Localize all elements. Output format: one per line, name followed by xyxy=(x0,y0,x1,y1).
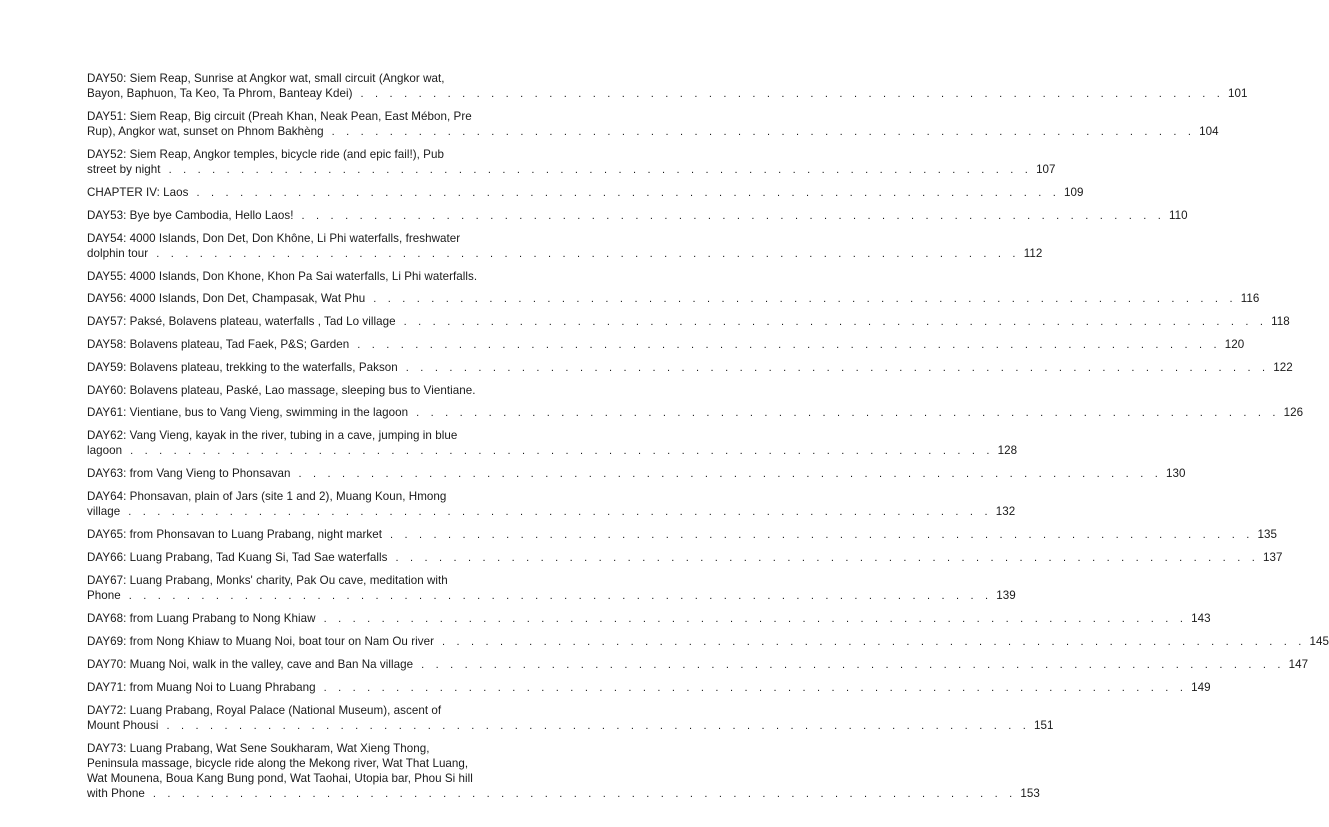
toc-entry-title: lagoon xyxy=(87,444,123,457)
toc-entry-line: DAY51: Siem Reap, Big circuit (Preah Khan, Neak Pean, East Mébon, Pre xyxy=(87,110,472,123)
toc-entry-title: DAY68: from Luang Prabang to Nong Khiaw xyxy=(87,612,316,625)
toc-entry-last-line xyxy=(87,657,1309,673)
toc-entry[interactable] xyxy=(87,208,1188,224)
dot-leader: . . . . . . . . . . . . . . . . . . . . . . . . . . . . . . . . . . . . . . . . . . . . . . . . . . . . . . . . . . . . xyxy=(156,248,1020,260)
toc-page-number: 126 xyxy=(1283,406,1304,419)
dot-leader: . . . . . . . . . . . . . . . . . . . . . . . . . . . . . . . . . . . . . . . . . . . . . . . . . . . . . . . . . . . . xyxy=(323,682,1188,694)
toc-page-number: 104 xyxy=(1199,125,1219,138)
toc-entry[interactable] xyxy=(87,680,1211,696)
toc-entry-line: DAY72: Luang Prabang, Royal Palace (National Museum), ascent of xyxy=(87,704,442,717)
toc-entry-line: DAY67: Luang Prabang, Monks' charity, Pak Ou cave, meditation with xyxy=(87,574,448,587)
toc-entry-title: village xyxy=(87,505,121,518)
toc-page-number: 130 xyxy=(1165,467,1186,480)
toc-entry-last-line xyxy=(87,360,1293,376)
toc-entry[interactable] xyxy=(87,634,1329,650)
toc-entry-title: dolphin tour xyxy=(87,247,149,260)
dot-leader: . . . . . . . . . . . . . . . . . . . . . . . . . . . . . . . . . . . . . . . . . . . . . . . . . . . . . . . . . . . . xyxy=(331,126,1196,138)
toc-page-number: 153 xyxy=(1020,787,1040,800)
toc-entry-last-line xyxy=(87,124,1219,140)
toc-entry-last-line xyxy=(87,588,1016,604)
toc-page-number: 120 xyxy=(1224,338,1245,351)
toc-page-number: 137 xyxy=(1262,551,1283,564)
toc-entry-last-line xyxy=(87,466,1186,482)
toc-entry-last-line xyxy=(87,443,1018,459)
toc-entry-title: DAY56: 4000 Islands, Don Det, Champasak, Wat Phu xyxy=(87,292,366,305)
dot-leader: . . . . . . . . . . . . . . . . . . . . . . . . . . . . . . . . . . . . . . . . . . . . . . . . . . . . . . . . . . . . xyxy=(130,445,994,457)
toc-entry-title: DAY59: Bolavens plateau, trekking to the waterfalls, Pakson xyxy=(87,361,398,374)
toc-entry-title: Phone xyxy=(87,589,121,602)
dot-leader: . . . . . . . . . . . . . . . . . . . . . . . . . . . . . . . . . . . . . . . . . . . . . . . . . . . . . . . . . . . . xyxy=(360,88,1225,100)
table-of-contents xyxy=(87,71,1329,809)
toc-entry-last-line xyxy=(87,718,1054,734)
toc-entry-last-line xyxy=(87,383,505,398)
toc-entry-last-line xyxy=(87,208,1188,224)
toc-entry-last-line xyxy=(87,162,1056,178)
toc-page-number: 149 xyxy=(1191,681,1211,694)
toc-entry-title: DAY60: Bolavens plateau, Paské, Lao massage, sleeping bus to Vientiane. xyxy=(87,384,476,397)
toc-entry-last-line xyxy=(87,314,1290,330)
toc-entry-last-line xyxy=(87,550,1283,566)
toc-entry[interactable] xyxy=(87,405,1304,421)
toc-page-number: 107 xyxy=(1036,163,1056,176)
toc-entry-title: DAY69: from Nong Khiaw to Muang Noi, boat tour on Nam Ou river xyxy=(87,635,434,648)
toc-entry-line: DAY62: Vang Vieng, kayak in the river, tubing in a cave, jumping in blue xyxy=(87,429,458,442)
toc-entry[interactable] xyxy=(87,383,505,398)
dot-leader: . . . . . . . . . . . . . . . . . . . . . . . . . . . . . . . . . . . . . . . . . . . . . . . . . . . . . . . . . . . . xyxy=(168,164,1033,176)
toc-entry-last-line xyxy=(87,86,1248,102)
toc-entry[interactable] xyxy=(87,550,1283,566)
toc-entry[interactable] xyxy=(87,703,1054,734)
toc-entry-title: DAY63: from Vang Vieng to Phonsavan xyxy=(87,467,291,480)
toc-entry-title: DAY57: Paksé, Bolavens plateau, waterfalls , Tad Lo village xyxy=(87,315,396,328)
toc-page-number: 143 xyxy=(1191,612,1211,625)
toc-entry[interactable] xyxy=(87,231,1043,262)
toc-entry-title: CHAPTER IV: Laos xyxy=(87,186,189,199)
dot-leader: . . . . . . . . . . . . . . . . . . . . . . . . . . . . . . . . . . . . . . . . . . . . . . . . . . . . . . . . . . . . xyxy=(166,720,1030,732)
toc-entry-title: DAY55: 4000 Islands, Don Khone, Khon Pa Sai waterfalls, Li Phi waterfalls. xyxy=(87,270,478,283)
toc-page-number: 145 xyxy=(1309,635,1329,648)
toc-entry[interactable] xyxy=(87,269,505,284)
toc-entry-line: DAY54: 4000 Islands, Don Det, Don Khône, Li Phi waterfalls, freshwater xyxy=(87,232,461,245)
dot-leader: . . . . . . . . . . . . . . . . . . . . . . . . . . . . . . . . . . . . . . . . . . . . . . . . . . . . . . . . . . . . xyxy=(196,187,1061,199)
toc-entry-last-line xyxy=(87,786,1040,802)
toc-entry-title: DAY61: Vientiane, bus to Vang Vieng, swimming in the lagoon xyxy=(87,406,409,419)
toc-entry-title: street by night xyxy=(87,163,161,176)
toc-entry-title: DAY71: from Muang Noi to Luang Phrabang xyxy=(87,681,316,694)
dot-leader: . . . . . . . . . . . . . . . . . . . . . . . . . . . . . . . . . . . . . . . . . . . . . . . . . . . . . . . . . . . . xyxy=(389,529,1254,541)
toc-entry-line: Wat Mounena, Boua Kang Bung pond, Wat Taohai, Utopia bar, Phou Si hill xyxy=(87,772,473,785)
dot-leader: . . . . . . . . . . . . . . . . . . . . . . . . . . . . . . . . . . . . . . . . . . . . . . . . . . . . . . . . . . . . xyxy=(442,636,1306,648)
toc-entry[interactable] xyxy=(87,185,1084,201)
toc-entry-title: DAY65: from Phonsavan to Luang Prabang, night market xyxy=(87,528,382,541)
toc-entry[interactable] xyxy=(87,147,1056,178)
dot-leader: . . . . . . . . . . . . . . . . . . . . . . . . . . . . . . . . . . . . . . . . . . . . . . . . . . . . . . . . . . . . xyxy=(298,468,1162,480)
dot-leader: . . . . . . . . . . . . . . . . . . . . . . . . . . . . . . . . . . . . . . . . . . . . . . . . . . . . . . . . . . . . xyxy=(357,339,1221,351)
toc-entry-line: Peninsula massage, bicycle ride along the Mekong river, Wat That Luang, xyxy=(87,757,469,770)
toc-page-number: 116 xyxy=(1240,292,1260,305)
toc-entry-last-line xyxy=(87,337,1245,353)
toc-entry-last-line xyxy=(87,185,1084,201)
toc-entry-title: DAY70: Muang Noi, walk in the valley, cave and Ban Na village xyxy=(87,658,414,671)
toc-entry[interactable] xyxy=(87,337,1245,353)
toc-page-number: 135 xyxy=(1257,528,1277,541)
toc-entry-line: DAY73: Luang Prabang, Wat Sene Soukharam, Wat Xieng Thong, xyxy=(87,742,430,755)
toc-entry-title: Bayon, Baphuon, Ta Keo, Ta Phrom, Banteay Kdei) xyxy=(87,87,353,100)
toc-entry[interactable] xyxy=(87,573,1016,604)
toc-entry-line: DAY50: Siem Reap, Sunrise at Angkor wat, small circuit (Angkor wat, xyxy=(87,72,445,85)
toc-entry-last-line xyxy=(87,680,1211,696)
toc-entry[interactable] xyxy=(87,428,1018,459)
toc-page-number: 118 xyxy=(1271,315,1290,328)
toc-entry[interactable] xyxy=(87,741,1040,802)
toc-entry[interactable] xyxy=(87,466,1186,482)
dot-leader: . . . . . . . . . . . . . . . . . . . . . . . . . . . . . . . . . . . . . . . . . . . . . . . . . . . . . . . . . . . . xyxy=(128,590,993,602)
toc-entry-last-line xyxy=(87,405,1304,421)
toc-entry-title: with Phone xyxy=(87,787,145,800)
toc-entry-line: DAY64: Phonsavan, plain of Jars (site 1 and 2), Muang Koun, Hmong xyxy=(87,490,447,503)
toc-page-number: 122 xyxy=(1273,361,1293,374)
toc-entry[interactable] xyxy=(87,360,1293,376)
toc-entry-line: DAY52: Siem Reap, Angkor temples, bicycle ride (and epic fail!), Pub xyxy=(87,148,444,161)
dot-leader: . . . . . . . . . . . . . . . . . . . . . . . . . . . . . . . . . . . . . . . . . . . . . . . . . . . . . . . . . . . . xyxy=(323,613,1188,625)
toc-entry-title: DAY66: Luang Prabang, Tad Kuang Si, Tad Sae waterfalls xyxy=(87,551,388,564)
toc-entry-title: DAY58: Bolavens plateau, Tad Faek, P&S; Garden xyxy=(87,338,350,351)
toc-entry-last-line xyxy=(87,269,505,284)
toc-page-number: 112 xyxy=(1023,247,1043,260)
dot-leader: . . . . . . . . . . . . . . . . . . . . . . . . . . . . . . . . . . . . . . . . . . . . . . . . . . . . . . . . . . . . xyxy=(421,659,1285,671)
dot-leader: . . . . . . . . . . . . . . . . . . . . . . . . . . . . . . . . . . . . . . . . . . . . . . . . . . . . . . . . . . . . xyxy=(373,293,1237,305)
dot-leader: . . . . . . . . . . . . . . . . . . . . . . . . . . . . . . . . . . . . . . . . . . . . . . . . . . . . . . . . . . . . xyxy=(403,316,1268,328)
toc-entry-title: DAY53: Bye bye Cambodia, Hello Laos! xyxy=(87,209,294,222)
toc-entry-last-line xyxy=(87,291,1260,307)
toc-page-number: 110 xyxy=(1169,209,1188,222)
toc-page-number: 147 xyxy=(1288,658,1309,671)
toc-entry-last-line xyxy=(87,634,1329,650)
toc-page-number: 109 xyxy=(1064,186,1084,199)
dot-leader: . . . . . . . . . . . . . . . . . . . . . . . . . . . . . . . . . . . . . . . . . . . . . . . . . . . . . . . . . . . . xyxy=(405,362,1270,374)
toc-entry[interactable] xyxy=(87,489,1016,520)
dot-leader: . . . . . . . . . . . . . . . . . . . . . . . . . . . . . . . . . . . . . . . . . . . . . . . . . . . . . . . . . . . . xyxy=(395,552,1259,564)
toc-page-number: 139 xyxy=(996,589,1016,602)
toc-entry[interactable] xyxy=(87,611,1211,627)
dot-leader: . . . . . . . . . . . . . . . . . . . . . . . . . . . . . . . . . . . . . . . . . . . . . . . . . . . . . . . . . . . . xyxy=(416,407,1280,419)
toc-entry[interactable] xyxy=(87,109,1219,140)
toc-page-number: 151 xyxy=(1033,719,1054,732)
dot-leader: . . . . . . . . . . . . . . . . . . . . . . . . . . . . . . . . . . . . . . . . . . . . . . . . . . . . . . . . . . . . xyxy=(152,788,1017,800)
toc-page-number: 128 xyxy=(997,444,1018,457)
toc-entry-title: Mount Phousi xyxy=(87,719,159,732)
dot-leader: . . . . . . . . . . . . . . . . . . . . . . . . . . . . . . . . . . . . . . . . . . . . . . . . . . . . . . . . . . . . xyxy=(301,210,1166,222)
dot-leader: . . . . . . . . . . . . . . . . . . . . . . . . . . . . . . . . . . . . . . . . . . . . . . . . . . . . . . . . . . . . xyxy=(128,506,992,518)
toc-entry-last-line xyxy=(87,246,1043,262)
toc-page-number: 132 xyxy=(995,505,1016,518)
toc-entry[interactable] xyxy=(87,527,1277,543)
toc-entry[interactable] xyxy=(87,71,1248,102)
toc-entry-last-line xyxy=(87,611,1211,627)
toc-entry-last-line xyxy=(87,504,1016,520)
toc-entry[interactable] xyxy=(87,314,1290,330)
toc-entry-last-line xyxy=(87,527,1277,543)
toc-entry[interactable] xyxy=(87,657,1309,673)
toc-entry-title: Rup), Angkor wat, sunset on Phnom Bakhèng xyxy=(87,125,324,138)
toc-page-number: 101 xyxy=(1228,87,1248,100)
toc-entry[interactable] xyxy=(87,291,1260,307)
